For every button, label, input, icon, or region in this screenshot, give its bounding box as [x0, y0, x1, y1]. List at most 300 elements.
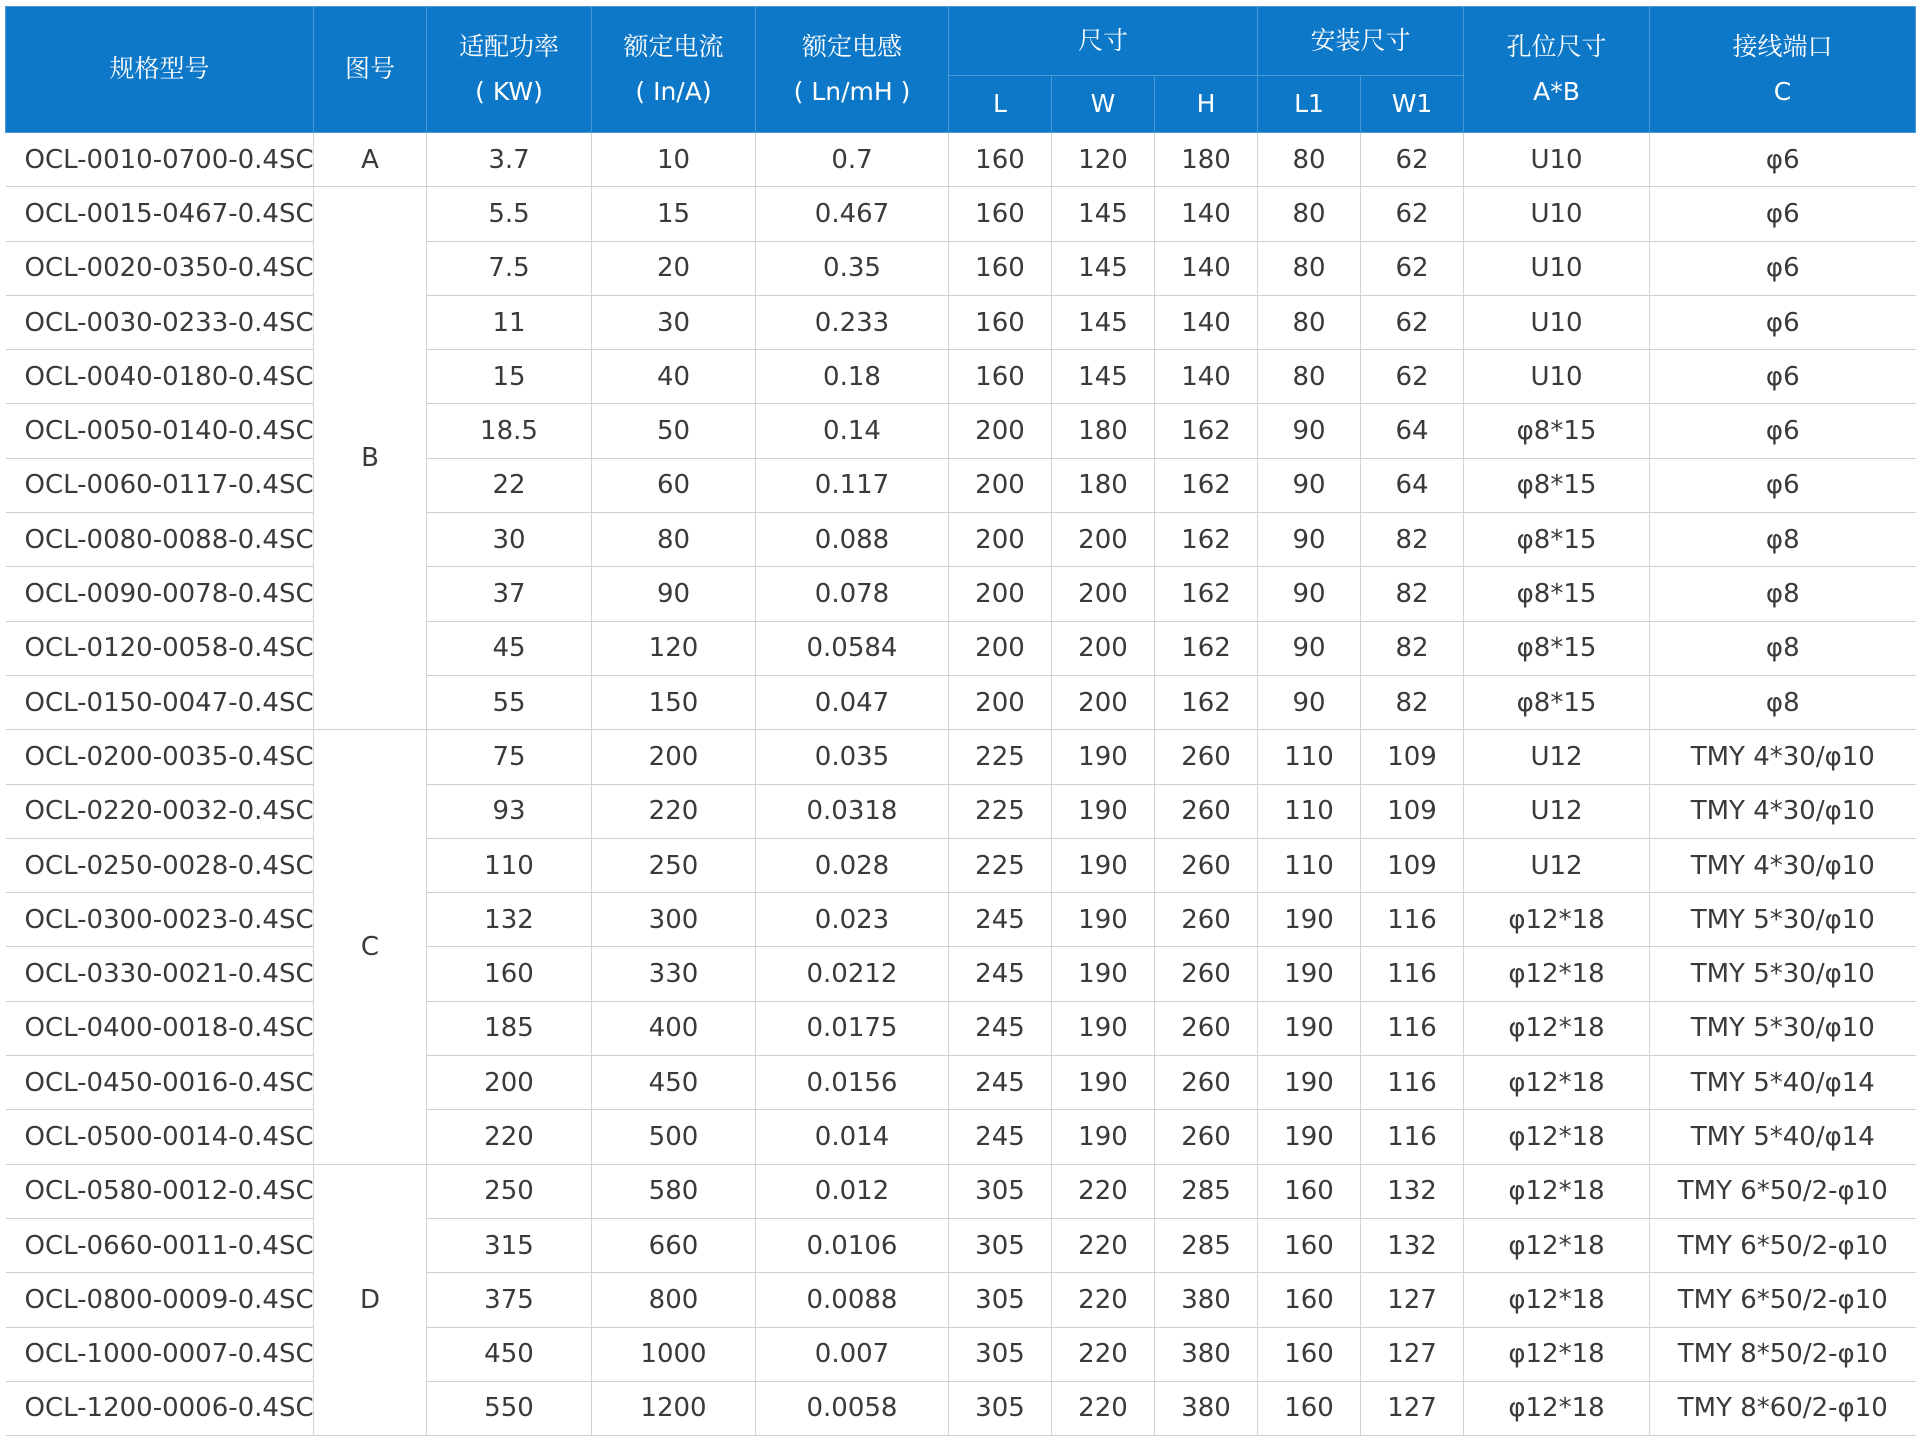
cell-current: 15 [592, 187, 756, 241]
header-power-label: 适配功率 [458, 31, 559, 61]
cell-hole: U12 [1464, 838, 1650, 892]
table-row [6, 458, 1916, 512]
cell-size-h: 285 [1155, 1164, 1258, 1218]
cell-current: 200 [592, 730, 756, 784]
cell-model: OCL-0150-0047-0.4SC [6, 675, 314, 729]
cell-model: OCL-0500-0014-0.4SC [6, 1110, 314, 1164]
table-row [6, 675, 1916, 729]
cell-size-l: 200 [949, 404, 1052, 458]
cell-model: OCL-0050-0140-0.4SC [6, 404, 314, 458]
cell-hole: U10 [1464, 350, 1650, 404]
cell-power: 160 [427, 947, 592, 1001]
table-row [6, 133, 1916, 187]
table-row [6, 350, 1916, 404]
cell-install-l1: 110 [1258, 730, 1361, 784]
cell-hole: U12 [1464, 784, 1650, 838]
cell-size-w: 190 [1052, 730, 1155, 784]
header-hole-label: 孔位尺寸 [1506, 31, 1607, 61]
header-model: 规格型号 [6, 7, 314, 133]
cell-hole: φ12*18 [1464, 1056, 1650, 1110]
cell-current: 90 [592, 567, 756, 621]
cell-size-h: 162 [1155, 513, 1258, 567]
cell-install-l1: 190 [1258, 1110, 1361, 1164]
cell-install-w1: 127 [1361, 1327, 1464, 1381]
cell-size-w: 200 [1052, 567, 1155, 621]
cell-size-l: 225 [949, 784, 1052, 838]
cell-hole: φ12*18 [1464, 1164, 1650, 1218]
cell-inductance: 0.0106 [756, 1218, 949, 1272]
cell-install-l1: 160 [1258, 1273, 1361, 1327]
cell-size-w: 190 [1052, 838, 1155, 892]
cell-terminal: TMY 8*60/2-φ10 [1650, 1381, 1916, 1435]
table-row [6, 621, 1916, 675]
cell-size-w: 145 [1052, 350, 1155, 404]
cell-terminal: φ8 [1650, 513, 1916, 567]
header-inductance-label: 额定电感 [801, 31, 902, 61]
cell-size-w: 200 [1052, 675, 1155, 729]
cell-size-w: 220 [1052, 1164, 1155, 1218]
cell-size-h: 162 [1155, 458, 1258, 512]
cell-current: 150 [592, 675, 756, 729]
cell-figure: C [314, 730, 427, 1164]
table-row [6, 241, 1916, 295]
cell-terminal: TMY 5*30/φ10 [1650, 947, 1916, 1001]
cell-power: 450 [427, 1327, 592, 1381]
cell-model: OCL-0250-0028-0.4SC [6, 838, 314, 892]
cell-inductance: 0.7 [756, 133, 949, 187]
cell-current: 1000 [592, 1327, 756, 1381]
cell-install-l1: 190 [1258, 1001, 1361, 1055]
cell-model: OCL-0330-0021-0.4SC [6, 947, 314, 1001]
cell-size-l: 245 [949, 1001, 1052, 1055]
cell-inductance: 0.078 [756, 567, 949, 621]
cell-size-l: 245 [949, 1056, 1052, 1110]
header-power-unit: ( KW) [475, 76, 543, 106]
header-hole [1464, 7, 1650, 133]
cell-install-w1: 62 [1361, 187, 1464, 241]
cell-install-w1: 116 [1361, 1001, 1464, 1055]
cell-terminal: φ6 [1650, 241, 1916, 295]
cell-install-w1: 116 [1361, 947, 1464, 1001]
cell-terminal: TMY 6*50/2-φ10 [1650, 1218, 1916, 1272]
cell-model: OCL-0080-0088-0.4SC [6, 513, 314, 567]
table-row [6, 947, 1916, 1001]
cell-model: OCL-0040-0180-0.4SC [6, 350, 314, 404]
cell-terminal: φ6 [1650, 187, 1916, 241]
cell-current: 400 [592, 1001, 756, 1055]
cell-size-l: 305 [949, 1218, 1052, 1272]
cell-size-h: 260 [1155, 838, 1258, 892]
cell-inductance: 0.035 [756, 730, 949, 784]
cell-size-h: 285 [1155, 1218, 1258, 1272]
cell-model: OCL-0580-0012-0.4SC [6, 1164, 314, 1218]
cell-model: OCL-0400-0018-0.4SC [6, 1001, 314, 1055]
cell-size-h: 140 [1155, 295, 1258, 349]
cell-model: OCL-0450-0016-0.4SC [6, 1056, 314, 1110]
cell-model: OCL-0300-0023-0.4SC [6, 893, 314, 947]
cell-model: OCL-0200-0035-0.4SC [6, 730, 314, 784]
cell-size-h: 140 [1155, 187, 1258, 241]
cell-inductance: 0.14 [756, 404, 949, 458]
cell-terminal: φ6 [1650, 404, 1916, 458]
cell-power: 75 [427, 730, 592, 784]
cell-size-w: 180 [1052, 458, 1155, 512]
cell-size-h: 260 [1155, 947, 1258, 1001]
cell-power: 18.5 [427, 404, 592, 458]
cell-current: 220 [592, 784, 756, 838]
cell-size-w: 190 [1052, 784, 1155, 838]
cell-current: 660 [592, 1218, 756, 1272]
cell-size-l: 160 [949, 187, 1052, 241]
cell-power: 375 [427, 1273, 592, 1327]
cell-current: 500 [592, 1110, 756, 1164]
cell-power: 55 [427, 675, 592, 729]
cell-terminal: TMY 6*50/2-φ10 [1650, 1273, 1916, 1327]
cell-install-w1: 82 [1361, 567, 1464, 621]
cell-power: 37 [427, 567, 592, 621]
cell-install-l1: 190 [1258, 947, 1361, 1001]
cell-inductance: 0.0175 [756, 1001, 949, 1055]
cell-install-l1: 160 [1258, 1164, 1361, 1218]
cell-size-w: 145 [1052, 241, 1155, 295]
cell-install-l1: 110 [1258, 784, 1361, 838]
cell-power: 15 [427, 350, 592, 404]
cell-size-l: 200 [949, 513, 1052, 567]
table-row [6, 295, 1916, 349]
cell-terminal: TMY 4*30/φ10 [1650, 784, 1916, 838]
cell-size-h: 380 [1155, 1381, 1258, 1435]
cell-inductance: 0.0318 [756, 784, 949, 838]
cell-terminal: TMY 5*40/φ14 [1650, 1110, 1916, 1164]
cell-install-w1: 127 [1361, 1381, 1464, 1435]
cell-size-h: 260 [1155, 893, 1258, 947]
cell-power: 185 [427, 1001, 592, 1055]
cell-size-h: 162 [1155, 621, 1258, 675]
table-row [6, 838, 1916, 892]
spec-table [5, 6, 1916, 1436]
cell-hole: U10 [1464, 133, 1650, 187]
table-row [6, 187, 1916, 241]
cell-install-l1: 90 [1258, 621, 1361, 675]
header-hole-sub: A*B [1533, 76, 1580, 106]
cell-install-l1: 80 [1258, 350, 1361, 404]
cell-install-w1: 62 [1361, 133, 1464, 187]
cell-power: 30 [427, 513, 592, 567]
cell-inductance: 0.0058 [756, 1381, 949, 1435]
cell-size-l: 305 [949, 1164, 1052, 1218]
cell-hole: φ8*15 [1464, 458, 1650, 512]
cell-current: 10 [592, 133, 756, 187]
cell-size-w: 190 [1052, 1056, 1155, 1110]
cell-size-l: 225 [949, 838, 1052, 892]
header-current-unit: ( In/A) [635, 76, 712, 106]
cell-install-w1: 62 [1361, 295, 1464, 349]
cell-model: OCL-0030-0233-0.4SC [6, 295, 314, 349]
cell-inductance: 0.117 [756, 458, 949, 512]
cell-size-h: 180 [1155, 133, 1258, 187]
cell-install-w1: 62 [1361, 241, 1464, 295]
cell-size-h: 260 [1155, 1056, 1258, 1110]
cell-install-l1: 190 [1258, 1056, 1361, 1110]
cell-size-l: 305 [949, 1327, 1052, 1381]
cell-size-h: 260 [1155, 730, 1258, 784]
cell-size-w: 180 [1052, 404, 1155, 458]
table-row [6, 1056, 1916, 1110]
cell-size-w: 220 [1052, 1273, 1155, 1327]
cell-size-h: 380 [1155, 1273, 1258, 1327]
cell-terminal: TMY 8*50/2-φ10 [1650, 1327, 1916, 1381]
cell-size-h: 260 [1155, 1110, 1258, 1164]
table-row [6, 513, 1916, 567]
cell-install-l1: 110 [1258, 838, 1361, 892]
cell-power: 93 [427, 784, 592, 838]
cell-hole: φ12*18 [1464, 1273, 1650, 1327]
table-body [6, 133, 1916, 1436]
cell-model: OCL-0060-0117-0.4SC [6, 458, 314, 512]
cell-install-l1: 90 [1258, 675, 1361, 729]
cell-size-l: 200 [949, 567, 1052, 621]
cell-install-l1: 80 [1258, 187, 1361, 241]
cell-install-w1: 82 [1361, 675, 1464, 729]
cell-size-h: 140 [1155, 350, 1258, 404]
header-terminal-sub: C [1773, 76, 1792, 106]
cell-model: OCL-1200-0006-0.4SC [6, 1381, 314, 1435]
cell-size-l: 245 [949, 947, 1052, 1001]
cell-hole: φ12*18 [1464, 1110, 1650, 1164]
header-power [427, 7, 592, 133]
cell-hole: φ8*15 [1464, 621, 1650, 675]
table-header [6, 7, 1916, 133]
cell-power: 315 [427, 1218, 592, 1272]
cell-power: 7.5 [427, 241, 592, 295]
header-install-l1: L1 [1258, 76, 1361, 133]
cell-inductance: 0.023 [756, 893, 949, 947]
cell-install-w1: 132 [1361, 1164, 1464, 1218]
cell-size-l: 200 [949, 458, 1052, 512]
table-row [6, 1164, 1916, 1218]
table-row [6, 784, 1916, 838]
cell-size-l: 160 [949, 350, 1052, 404]
cell-size-h: 140 [1155, 241, 1258, 295]
table-row [6, 404, 1916, 458]
cell-size-w: 200 [1052, 621, 1155, 675]
cell-current: 40 [592, 350, 756, 404]
cell-inductance: 0.012 [756, 1164, 949, 1218]
cell-install-l1: 160 [1258, 1381, 1361, 1435]
cell-size-w: 220 [1052, 1327, 1155, 1381]
cell-size-l: 160 [949, 295, 1052, 349]
header-size-h: H [1155, 76, 1258, 133]
cell-terminal: φ6 [1650, 133, 1916, 187]
cell-inductance: 0.18 [756, 350, 949, 404]
cell-model: OCL-0090-0078-0.4SC [6, 567, 314, 621]
cell-size-l: 305 [949, 1273, 1052, 1327]
cell-install-w1: 82 [1361, 621, 1464, 675]
cell-model: OCL-0020-0350-0.4SC [6, 241, 314, 295]
cell-current: 330 [592, 947, 756, 1001]
cell-terminal: φ6 [1650, 295, 1916, 349]
cell-model: OCL-0010-0700-0.4SC [6, 133, 314, 187]
cell-install-l1: 160 [1258, 1327, 1361, 1381]
cell-current: 60 [592, 458, 756, 512]
cell-figure: B [314, 187, 427, 730]
header-inductance [756, 7, 949, 133]
table-row [6, 1327, 1916, 1381]
cell-current: 580 [592, 1164, 756, 1218]
cell-size-l: 160 [949, 241, 1052, 295]
cell-inductance: 0.0088 [756, 1273, 949, 1327]
cell-install-w1: 62 [1361, 350, 1464, 404]
cell-figure: A [314, 133, 427, 187]
cell-size-l: 200 [949, 675, 1052, 729]
cell-power: 5.5 [427, 187, 592, 241]
cell-install-w1: 109 [1361, 838, 1464, 892]
cell-inductance: 0.0212 [756, 947, 949, 1001]
cell-power: 110 [427, 838, 592, 892]
cell-inductance: 0.047 [756, 675, 949, 729]
cell-inductance: 0.014 [756, 1110, 949, 1164]
cell-install-w1: 116 [1361, 1056, 1464, 1110]
cell-current: 20 [592, 241, 756, 295]
cell-power: 220 [427, 1110, 592, 1164]
cell-size-w: 190 [1052, 1001, 1155, 1055]
cell-power: 550 [427, 1381, 592, 1435]
cell-current: 120 [592, 621, 756, 675]
table-row [6, 1273, 1916, 1327]
header-install: 安装尺寸 [1258, 7, 1464, 76]
header-figure: 图号 [314, 7, 427, 133]
cell-install-w1: 116 [1361, 893, 1464, 947]
header-install-w1: W1 [1361, 76, 1464, 133]
cell-hole: U12 [1464, 730, 1650, 784]
cell-power: 22 [427, 458, 592, 512]
cell-size-h: 260 [1155, 784, 1258, 838]
header-current-label: 额定电流 [623, 31, 724, 61]
cell-size-w: 220 [1052, 1218, 1155, 1272]
cell-hole: φ8*15 [1464, 567, 1650, 621]
table-row [6, 1381, 1916, 1435]
cell-hole: φ12*18 [1464, 1381, 1650, 1435]
cell-size-w: 190 [1052, 1110, 1155, 1164]
cell-model: OCL-0015-0467-0.4SC [6, 187, 314, 241]
cell-install-l1: 80 [1258, 241, 1361, 295]
cell-terminal: φ8 [1650, 621, 1916, 675]
cell-power: 132 [427, 893, 592, 947]
cell-terminal: φ6 [1650, 458, 1916, 512]
table-row [6, 567, 1916, 621]
cell-install-w1: 132 [1361, 1218, 1464, 1272]
cell-terminal: φ8 [1650, 675, 1916, 729]
cell-current: 250 [592, 838, 756, 892]
cell-size-h: 260 [1155, 1001, 1258, 1055]
header-size: 尺寸 [949, 7, 1258, 76]
table-row [6, 1218, 1916, 1272]
cell-power: 45 [427, 621, 592, 675]
cell-hole: φ12*18 [1464, 947, 1650, 1001]
cell-size-h: 162 [1155, 404, 1258, 458]
cell-size-w: 145 [1052, 187, 1155, 241]
cell-install-l1: 80 [1258, 133, 1361, 187]
cell-terminal: φ8 [1650, 567, 1916, 621]
cell-hole: U10 [1464, 187, 1650, 241]
cell-size-l: 200 [949, 621, 1052, 675]
cell-current: 80 [592, 513, 756, 567]
cell-current: 30 [592, 295, 756, 349]
table-row [6, 1001, 1916, 1055]
cell-power: 250 [427, 1164, 592, 1218]
cell-terminal: TMY 5*40/φ14 [1650, 1056, 1916, 1110]
cell-hole: U10 [1464, 295, 1650, 349]
cell-size-w: 120 [1052, 133, 1155, 187]
cell-inductance: 0.467 [756, 187, 949, 241]
cell-inductance: 0.088 [756, 513, 949, 567]
cell-power: 200 [427, 1056, 592, 1110]
cell-current: 800 [592, 1273, 756, 1327]
cell-size-l: 225 [949, 730, 1052, 784]
cell-size-w: 220 [1052, 1381, 1155, 1435]
cell-size-w: 190 [1052, 893, 1155, 947]
cell-size-w: 200 [1052, 513, 1155, 567]
header-terminal [1650, 7, 1916, 133]
cell-inductance: 0.0156 [756, 1056, 949, 1110]
cell-model: OCL-0660-0011-0.4SC [6, 1218, 314, 1272]
cell-current: 450 [592, 1056, 756, 1110]
cell-terminal: TMY 4*30/φ10 [1650, 838, 1916, 892]
cell-size-l: 305 [949, 1381, 1052, 1435]
cell-figure: D [314, 1164, 427, 1435]
cell-size-l: 245 [949, 893, 1052, 947]
cell-install-w1: 109 [1361, 730, 1464, 784]
cell-terminal: TMY 6*50/2-φ10 [1650, 1164, 1916, 1218]
cell-install-l1: 90 [1258, 567, 1361, 621]
cell-hole: φ8*15 [1464, 513, 1650, 567]
cell-install-l1: 90 [1258, 458, 1361, 512]
cell-install-w1: 109 [1361, 784, 1464, 838]
table-row [6, 893, 1916, 947]
cell-install-l1: 90 [1258, 404, 1361, 458]
cell-terminal: φ6 [1650, 350, 1916, 404]
cell-install-w1: 82 [1361, 513, 1464, 567]
cell-inductance: 0.233 [756, 295, 949, 349]
cell-install-w1: 64 [1361, 404, 1464, 458]
cell-hole: U10 [1464, 241, 1650, 295]
cell-size-h: 162 [1155, 567, 1258, 621]
cell-install-w1: 116 [1361, 1110, 1464, 1164]
cell-model: OCL-0220-0032-0.4SC [6, 784, 314, 838]
cell-current: 50 [592, 404, 756, 458]
cell-terminal: TMY 5*30/φ10 [1650, 893, 1916, 947]
header-size-l: L [949, 76, 1052, 133]
cell-hole: φ8*15 [1464, 404, 1650, 458]
cell-inductance: 0.0584 [756, 621, 949, 675]
cell-power: 3.7 [427, 133, 592, 187]
header-terminal-label: 接线端口 [1732, 31, 1833, 61]
cell-size-h: 380 [1155, 1327, 1258, 1381]
cell-install-w1: 64 [1361, 458, 1464, 512]
cell-inductance: 0.028 [756, 838, 949, 892]
cell-hole: φ12*18 [1464, 1218, 1650, 1272]
cell-install-l1: 90 [1258, 513, 1361, 567]
cell-inductance: 0.007 [756, 1327, 949, 1381]
cell-install-l1: 190 [1258, 893, 1361, 947]
cell-hole: φ8*15 [1464, 675, 1650, 729]
header-inductance-unit: ( Ln/mH ) [793, 76, 911, 106]
cell-size-l: 160 [949, 133, 1052, 187]
cell-model: OCL-0120-0058-0.4SC [6, 621, 314, 675]
header-current [592, 7, 756, 133]
table-row [6, 1110, 1916, 1164]
cell-size-w: 145 [1052, 295, 1155, 349]
